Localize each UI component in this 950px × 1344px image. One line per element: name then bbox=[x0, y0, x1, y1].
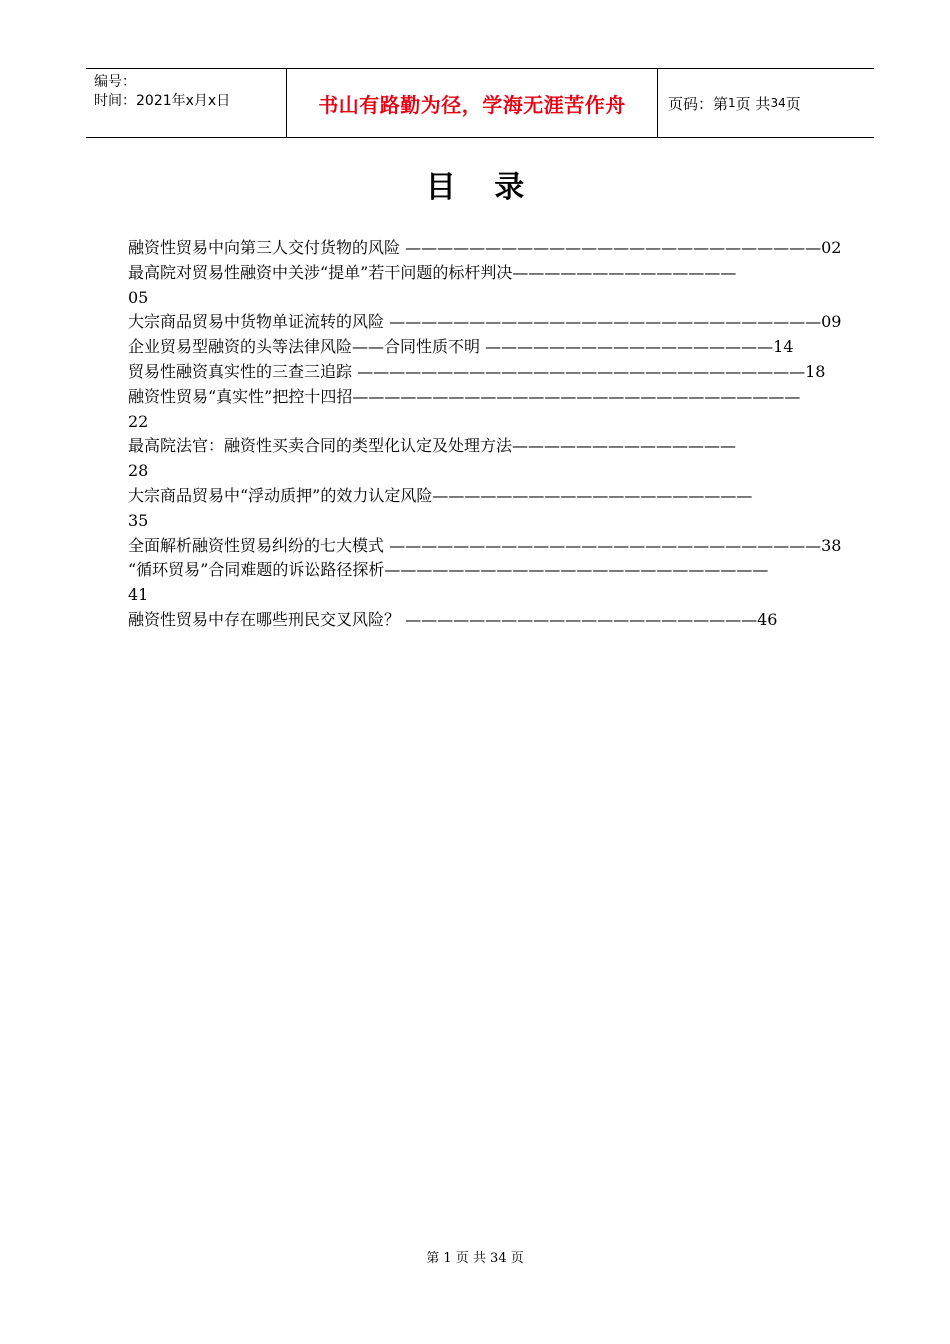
toc-entry-title: “循环贸易”合同难题的诉讼路径探析———————————————————————— bbox=[128, 560, 769, 580]
toc-entry-title: 贸易性融资真实性的三查三追踪 ———————————————————————————— bbox=[128, 361, 806, 381]
toc-entry-title: 融资性贸易中存在哪些刑民交叉风险？ —————————————————————— bbox=[128, 609, 758, 629]
page-suffix: 页 bbox=[785, 94, 801, 113]
toc-entry-page: 41 bbox=[128, 585, 149, 605]
toc-entry[interactable] bbox=[128, 261, 828, 311]
toc-entry-page: 22 bbox=[128, 411, 149, 431]
toc-entry[interactable] bbox=[128, 310, 842, 335]
toc-entry[interactable] bbox=[128, 434, 828, 484]
toc-entry-page: 05 bbox=[128, 287, 149, 307]
toc-entry-page: 35 bbox=[128, 510, 149, 530]
toc-entry-title: 最高院法官：融资性买卖合同的类型化认定及处理方法—————————————— bbox=[128, 436, 737, 456]
toc-entry[interactable] bbox=[128, 360, 828, 385]
toc-entry[interactable] bbox=[128, 335, 828, 360]
toc-entry-title: 大宗商品贸易中货物单证流转的风险 ——————————————————————————— bbox=[128, 312, 822, 332]
toc-entry-title: 融资性贸易中向第三人交付货物的风险 —————————————————————————— bbox=[128, 238, 822, 257]
toc-entry-title: 大宗商品贸易中“浮动质押”的效力认定风险———————————————————— bbox=[128, 485, 753, 505]
toc-entry[interactable] bbox=[128, 484, 828, 534]
header-page-info bbox=[658, 69, 874, 137]
toc-entry-page: 14 bbox=[773, 337, 794, 357]
toc-entry-page: 38 bbox=[821, 535, 842, 555]
header-motto: 书山有路勤为径，学海无涯苦作舟 bbox=[286, 69, 658, 137]
toc-entry[interactable] bbox=[128, 558, 828, 608]
toc-entry[interactable] bbox=[128, 236, 842, 261]
page-header bbox=[86, 68, 874, 138]
page-mid: 页 共 bbox=[735, 94, 771, 113]
toc-entry[interactable] bbox=[128, 534, 842, 559]
toc-entry[interactable] bbox=[128, 385, 828, 435]
toc-entry-title: 融资性贸易“真实性”把控十四招———————————————————————————— bbox=[128, 386, 801, 406]
toc-entry-title: 全面解析融资性贸易纠纷的七大模式 ——————————————————————————— bbox=[128, 535, 822, 555]
table-of-contents bbox=[128, 236, 842, 633]
page-current: 1 bbox=[728, 96, 736, 110]
toc-entry-page: 09 bbox=[821, 312, 842, 332]
page-footer: 第 1 页 共 34 页 bbox=[426, 1251, 524, 1266]
toc-entry[interactable] bbox=[128, 608, 828, 633]
page-prefix: 页码：第 bbox=[668, 94, 729, 113]
toc-entry-title: 企业贸易型融资的头等法律风险——合同性质不明 —————————————————— bbox=[128, 337, 774, 357]
toc-title: 目 录 bbox=[425, 170, 539, 205]
toc-entry-title: 最高院对贸易性融资中关涉“提单”若干问题的标杆判决—————————————— bbox=[128, 262, 737, 282]
toc-entry-page: 28 bbox=[128, 461, 149, 481]
header-meta bbox=[86, 69, 286, 137]
toc-entry-page: 18 bbox=[805, 361, 826, 381]
toc-entry-page: 02 bbox=[821, 238, 842, 257]
page-total: 34 bbox=[770, 96, 786, 110]
toc-entry-page: 46 bbox=[757, 609, 778, 629]
date-label: 时间：2021年x月x日 bbox=[94, 93, 231, 109]
number-label: 编号： bbox=[94, 74, 136, 90]
